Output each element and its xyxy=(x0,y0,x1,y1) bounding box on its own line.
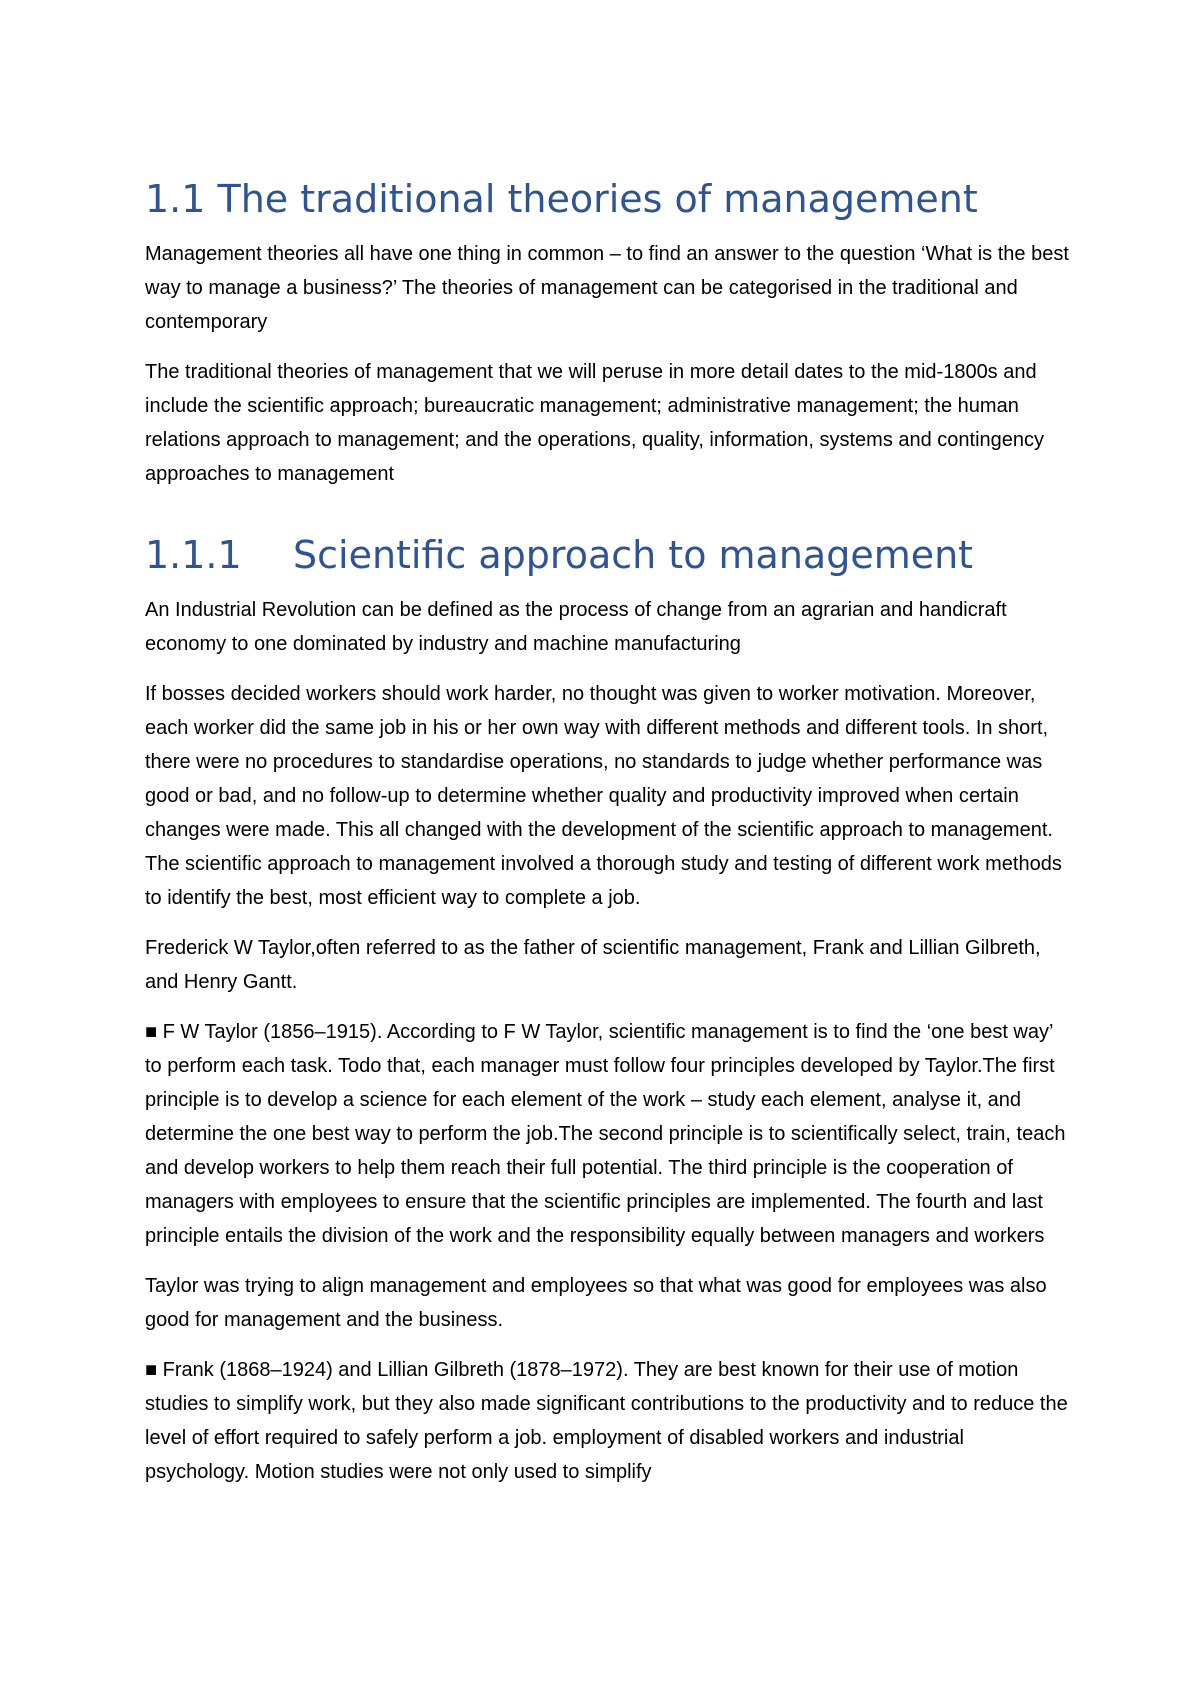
bullet-fw-taylor: ■ F W Taylor (1856–1915). According to F W Taylor, scientific management is to find the ‘one best way’ to perform each task. Todo that, each manager must follow four principles developed by Taylor.The first principle is to develop a science for each element of the work – study each element, analyse it, and determine the one best way to perform the job.The second principle is to scientifically select, train, teach and develop workers to help them reach their full potential. The third principle is the cooperation of managers with employees to ensure that the scientific principles are implemented. The fourth and last principle entails the division of the work and the responsibility equally between managers and workers xyxy=(145,1021,1066,1247)
paragraph-worker-motivation: If bosses decided workers should work harder, no thought was given to worker motivation. Moreover, each worker did the same job in his or her own way with different methods and different tools. In short, there were no procedures to standardise operations, no standards to judge whether performance was good or bad, and no follow-up to determine whether quality and productivity improved when certain changes were made. This all changed with the development of the scientific approach to management. The scientific approach to management involved a thorough study and testing of different work methods to identify the best, most efficient way to complete a job. xyxy=(145,683,1062,909)
paragraph-frederick-taylor: Frederick W Taylor,often referred to as the father of scientific management, Frank and Lillian Gilbreth, and Henry Gantt. xyxy=(145,937,1041,993)
paragraph-industrial-revolution: An Industrial Revolution can be defined as the process of change from an agrarian and handicraft economy to one dominated by industry and machine manufacturing xyxy=(145,599,1007,655)
section-number: 1.1.1 xyxy=(145,533,242,577)
paragraph-taylor-align: Taylor was trying to align management and employees so that what was good for employees was also good for management and the business. xyxy=(145,1275,1047,1331)
bullet-gilbreth: ■ Frank (1868–1924) and Lillian Gilbreth (1878–1972). They are best known for their use of motion studies to simplify work, but they also made significant contributions to the productivity and to reduce the level of effort required to safely perform a job. employment of disabled workers and industrial psychology. Motion studies were not only used to simplify xyxy=(145,1359,1068,1483)
document-page xyxy=(145,175,1070,1505)
section-heading-scientific-approach xyxy=(145,531,1070,579)
paragraph-management-theories: Management theories all have one thing in common – to find an answer to the question ‘What is the best way to manage a business?’ The theories of management can be categorised in the traditional and contemporary xyxy=(145,243,1069,333)
section-title: Scientific approach to management xyxy=(293,533,974,577)
section-heading-traditional-theories: 1.1 The traditional theories of management xyxy=(145,177,978,221)
paragraph-traditional-theories: The traditional theories of management that we will peruse in more detail dates to the mid-1800s and include the scientific approach; bureaucratic management; administrative management; the human relations approach to management; and the operations, quality, information, systems and contingency approaches to management xyxy=(145,361,1045,485)
